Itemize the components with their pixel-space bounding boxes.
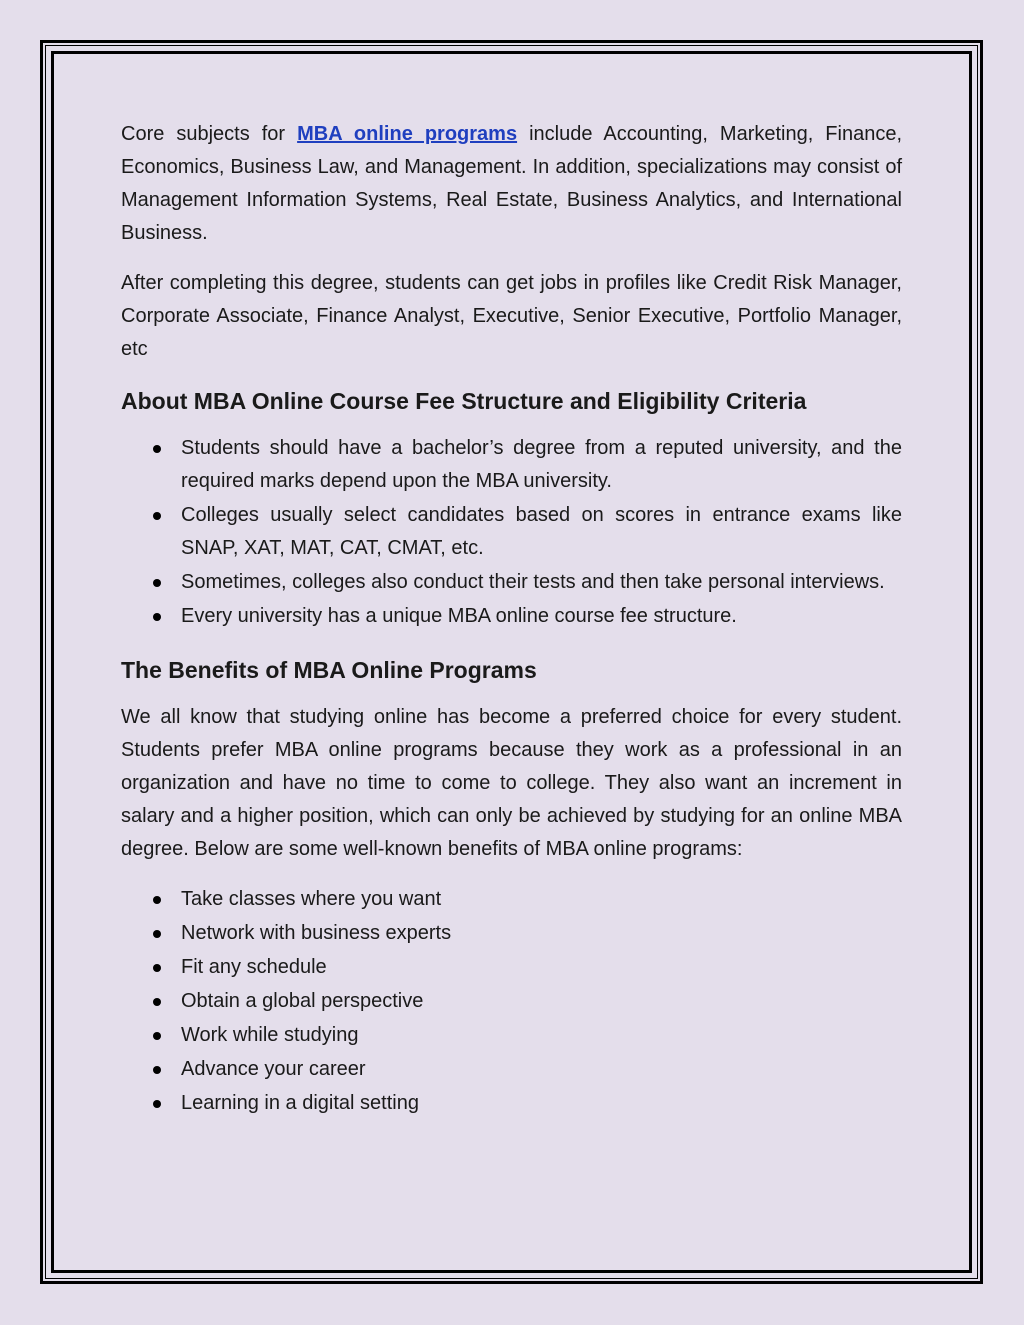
bullet-icon — [153, 1066, 161, 1074]
benefits-list — [121, 883, 902, 1120]
bullet-icon — [153, 964, 161, 972]
jobs-paragraph: After completing this degree, students can get jobs in profiles like Credit Risk Manager, Corporate Associate, Finance Analyst, Executive, Senior Executive, Portfolio Manager, etc — [121, 272, 902, 360]
list-item — [121, 499, 902, 565]
bullet-icon — [153, 512, 161, 520]
bullet-icon — [153, 896, 161, 904]
list-item — [121, 883, 902, 916]
bullet-icon — [153, 613, 161, 621]
list-item — [121, 1053, 902, 1086]
list-item-text: Sometimes, colleges also conduct their tests and then take personal interviews. — [181, 571, 885, 593]
list-item-text: Colleges usually select candidates based on scores in entrance exams like SNAP, XAT, MAT, CAT, CMAT, etc. — [181, 504, 902, 559]
mba-online-programs-link[interactable]: MBA online programs — [297, 123, 518, 145]
eligibility-list — [121, 432, 902, 633]
list-item — [121, 1087, 902, 1120]
list-item — [121, 566, 902, 599]
intro-text-start: Core subjects for — [121, 123, 298, 145]
bullet-icon — [153, 1032, 161, 1040]
list-item-text: Students should have a bachelor’s degree from a reputed university, and the required marks depend upon the MBA university. — [181, 437, 902, 492]
list-item-text: Take classes where you want — [181, 888, 442, 910]
list-item-text: Fit any schedule — [181, 956, 327, 978]
document-body — [121, 118, 902, 1142]
list-item — [121, 432, 902, 498]
intro-paragraph — [121, 118, 902, 250]
benefits-heading: The Benefits of MBA Online Programs — [121, 657, 537, 683]
list-item — [121, 1019, 902, 1052]
list-item — [121, 951, 902, 984]
list-item-text: Learning in a digital setting — [181, 1092, 419, 1114]
list-item-text: Advance your career — [181, 1058, 366, 1080]
intro-text-end: include Accounting, Marketing, Finance, Economics, Business Law, and Management. In addition, specializations may consist of Management Information Systems, Real Estate, Business Analytics, and International Business. — [121, 123, 902, 244]
list-item-text: Obtain a global perspective — [181, 990, 424, 1012]
list-item — [121, 985, 902, 1018]
list-item-text: Network with business experts — [181, 922, 452, 944]
bullet-icon — [153, 930, 161, 938]
list-item-text: Work while studying — [181, 1024, 359, 1046]
bullet-icon — [153, 579, 161, 587]
bullet-icon — [153, 1100, 161, 1108]
list-item — [121, 600, 902, 633]
eligibility-heading: About MBA Online Course Fee Structure and Eligibility Criteria — [121, 388, 807, 414]
list-item — [121, 917, 902, 950]
benefits-paragraph: We all know that studying online has become a preferred choice for every student. Students prefer MBA online programs because they work as a professional in an organization and have no time to come to college. They also want an increment in salary and a higher position, which can only be achieved by studying for an online MBA degree. Below are some well-known benefits of MBA online programs: — [121, 706, 902, 860]
list-item-text: Every university has a unique MBA online course fee structure. — [181, 605, 737, 627]
bullet-icon — [153, 998, 161, 1006]
bullet-icon — [153, 445, 161, 453]
